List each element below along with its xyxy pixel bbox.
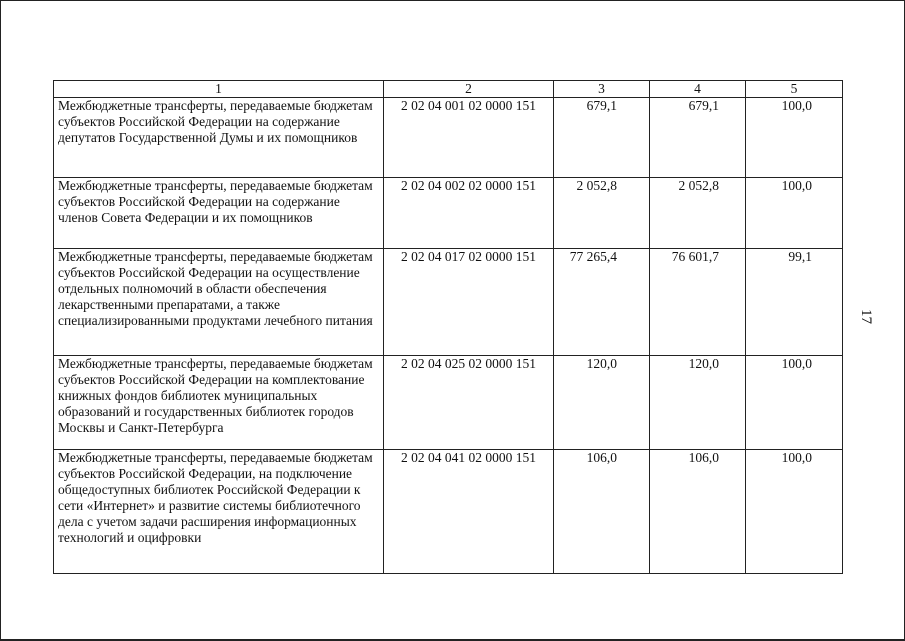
header-col-2: 2 <box>384 81 554 98</box>
table-row <box>54 356 843 450</box>
row-value-col4: 120,0 <box>650 356 746 450</box>
row-code: 2 02 04 001 02 0000 151 <box>384 98 554 178</box>
row-value-col5: 100,0 <box>746 178 843 249</box>
row-value-col4: 679,1 <box>650 98 746 178</box>
table-row <box>54 450 843 574</box>
table-header-row <box>54 81 843 98</box>
row-value-col4: 2 052,8 <box>650 178 746 249</box>
transfers-table <box>53 80 843 574</box>
row-description: Межбюджетные трансферты, передаваемые бюджетам субъектов Российской Федерации на осуществление отдельных полномочий в области обеспечения лекарственными препаратами, а также специализированными продуктами лечебного питания <box>54 249 384 356</box>
header-col-4: 4 <box>650 81 746 98</box>
header-col-1: 1 <box>54 81 384 98</box>
table-row <box>54 98 843 178</box>
table-row <box>54 178 843 249</box>
header-col-3: 3 <box>554 81 650 98</box>
table-row <box>54 249 843 356</box>
row-code: 2 02 04 002 02 0000 151 <box>384 178 554 249</box>
page-number: 17 <box>858 309 874 324</box>
row-description: Межбюджетные трансферты, передаваемые бюджетам субъектов Российской Федерации на комплектование книжных фондов библиотек муниципальных образований и государственных библиотек городов Москвы и Санкт-Петербурга <box>54 356 384 450</box>
row-value-col4: 106,0 <box>650 450 746 574</box>
row-value-col3: 77 265,4 <box>554 249 650 356</box>
row-value-col3: 679,1 <box>554 98 650 178</box>
row-value-col5: 100,0 <box>746 356 843 450</box>
row-value-col5: 100,0 <box>746 450 843 574</box>
row-value-col5: 100,0 <box>746 98 843 178</box>
row-value-col3: 120,0 <box>554 356 650 450</box>
row-description: Межбюджетные трансферты, передаваемые бюджетам субъектов Российской Федерации, на подключение общедоступных библиотек Российской Федерации к сети «Интернет» и развитие системы библиотечного дела с учетом задачи расширения информационных технологий и оцифровки <box>54 450 384 574</box>
header-col-5: 5 <box>746 81 843 98</box>
row-value-col4: 76 601,7 <box>650 249 746 356</box>
row-description: Межбюджетные трансферты, передаваемые бюджетам субъектов Российской Федерации на содержание членов Совета Федерации и их помощников <box>54 178 384 249</box>
row-value-col3: 106,0 <box>554 450 650 574</box>
row-code: 2 02 04 025 02 0000 151 <box>384 356 554 450</box>
row-value-col5: 99,1 <box>746 249 843 356</box>
row-value-col3: 2 052,8 <box>554 178 650 249</box>
row-code: 2 02 04 041 02 0000 151 <box>384 450 554 574</box>
row-description: Межбюджетные трансферты, передаваемые бюджетам субъектов Российской Федерации на содержание депутатов Государственной Думы и их помощников <box>54 98 384 178</box>
row-code: 2 02 04 017 02 0000 151 <box>384 249 554 356</box>
